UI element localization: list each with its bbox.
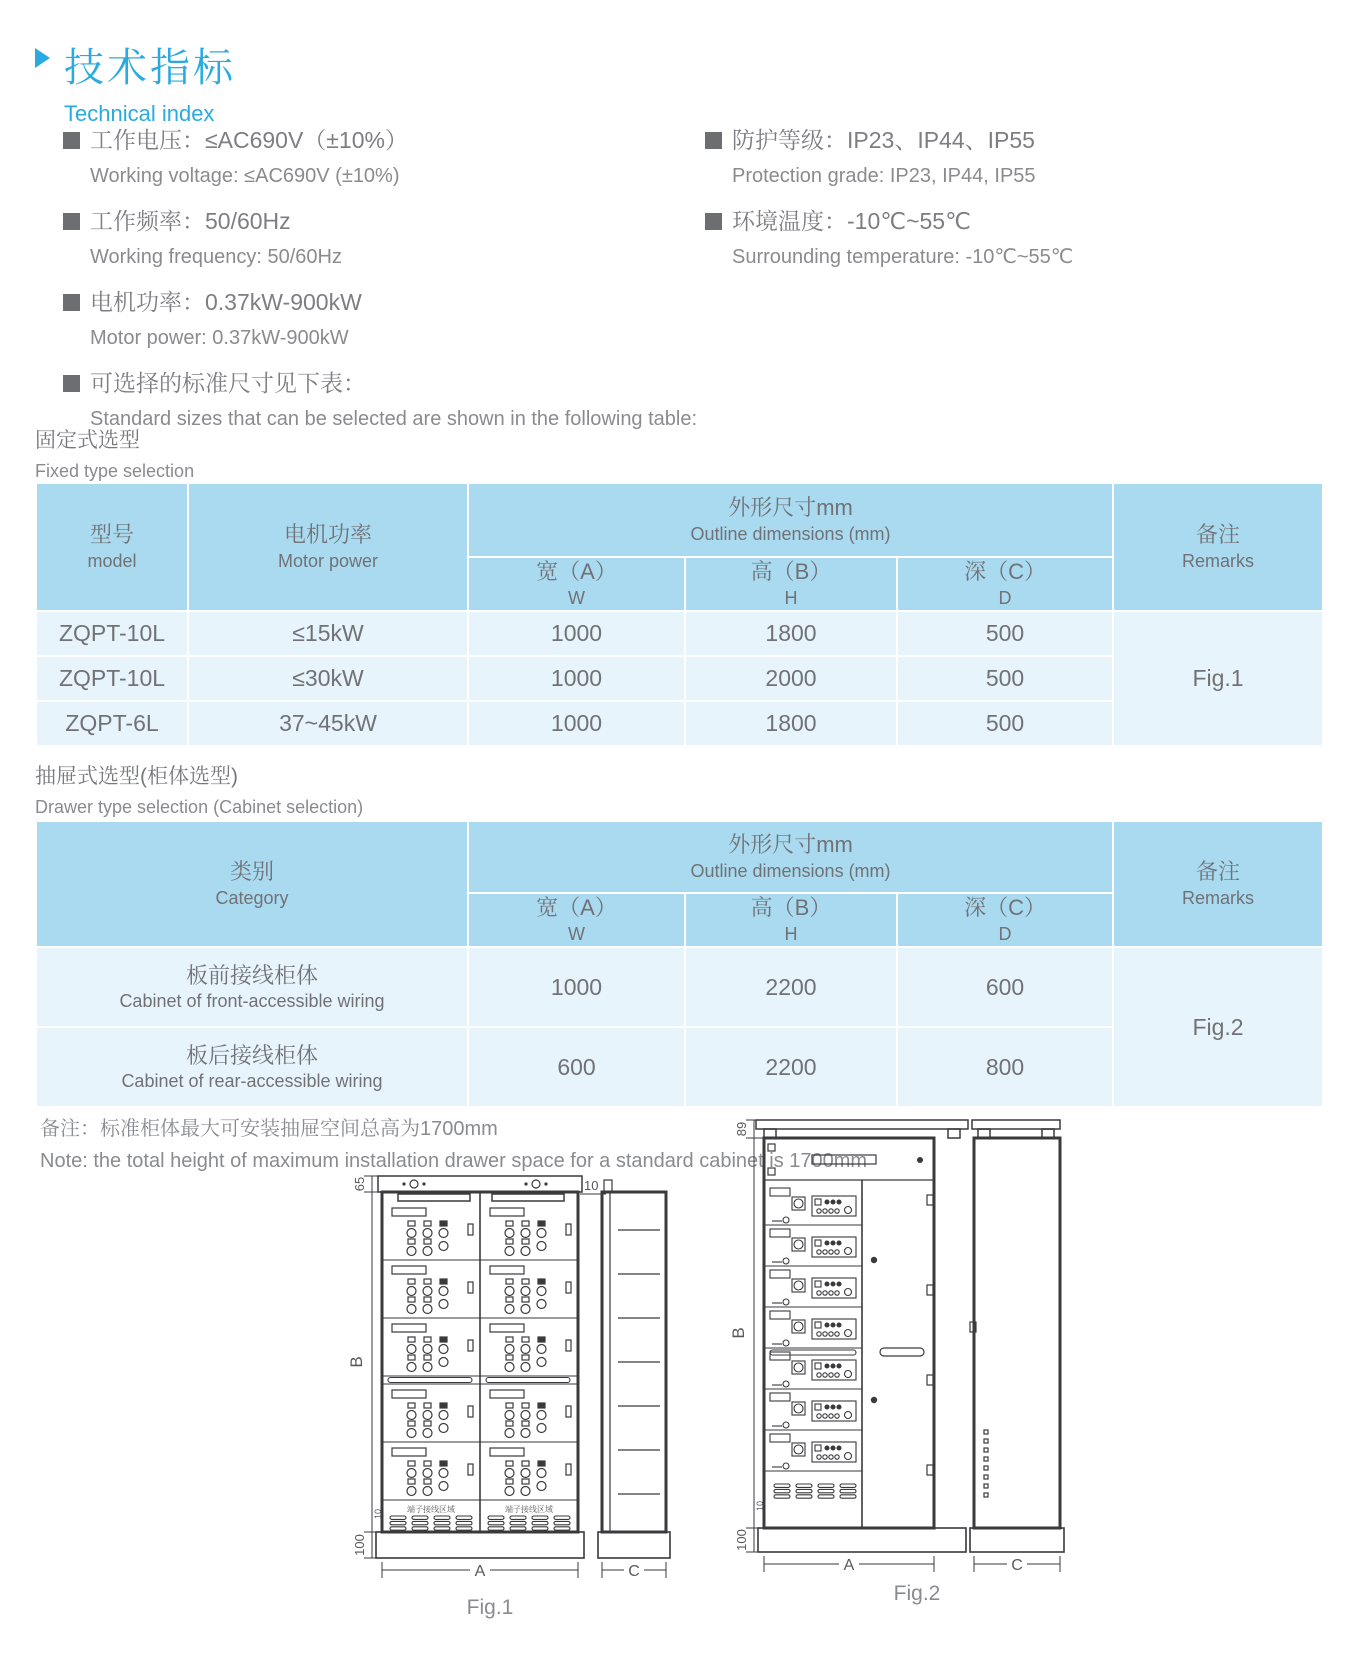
spec-text-en: Standard sizes that can be selected are shown in the following table:: [90, 408, 698, 430]
fig1-dim-offset: 10: [373, 1508, 383, 1520]
fig2-dim-gap: 10: [755, 1500, 765, 1512]
section-label-cn: 抽屉式选型(柜体选型): [35, 765, 238, 788]
fig2-dim-width: A: [843, 1557, 855, 1574]
bullet-square-icon: [63, 375, 80, 392]
cell-depth: 600: [897, 947, 1113, 1027]
cell-height: 1800: [685, 611, 897, 656]
cell-depth: 500: [897, 611, 1113, 656]
cell-width: 1000: [468, 611, 685, 656]
spec-item-working-voltage: [63, 124, 705, 189]
cell-category: 板前接线柜体 Cabinet of front-accessible wiring: [36, 947, 468, 1027]
fig1-caption: Fig.1: [466, 1596, 514, 1619]
col-header-outline-dimensions: 外形尺寸mm Outline dimensions (mm): [468, 483, 1113, 557]
cap-screws-icon: [402, 1180, 547, 1188]
bullet-square-icon: [705, 132, 722, 149]
spec-item-motor-power: [63, 286, 705, 351]
table-row: [36, 947, 1323, 1027]
spec-text-en: Working voltage: ≤AC690V (±10%): [90, 165, 400, 187]
col-header-depth: 深（C） D: [897, 557, 1113, 611]
cell-height: 2200: [685, 947, 897, 1027]
cell-remark: Fig.2: [1113, 947, 1323, 1107]
fig2-dim-height: B: [729, 1327, 748, 1339]
fig2-caption: Fig.2: [893, 1582, 941, 1605]
spec-list: [63, 124, 1343, 448]
spec-item-working-frequency: [63, 205, 705, 270]
cell-model: ZQPT-10L: [36, 656, 188, 701]
col-header-outline-dimensions: 外形尺寸mm Outline dimensions (mm): [468, 821, 1113, 893]
col-header-remarks: 备注 Remarks: [1113, 821, 1323, 947]
fig2-dim-base: 100: [734, 1529, 749, 1551]
drawer-type-table: [35, 820, 1324, 1108]
spec-text-en: Protection grade: IP23, IP44, IP55: [732, 165, 1036, 187]
cell-height: 2200: [685, 1027, 897, 1107]
section-arrow-icon: [35, 48, 50, 68]
cell-power: 37~45kW: [188, 701, 468, 746]
spec-text-cn: 防护等级：IP23、IP44、IP55: [732, 127, 1035, 153]
spec-text-cn: 环境温度：-10℃~55℃: [732, 208, 971, 234]
spec-text-en: Motor power: 0.37kW-900kW: [90, 327, 349, 349]
cell-depth: 800: [897, 1027, 1113, 1107]
page-subtitle: Technical index: [64, 101, 215, 126]
bullet-square-icon: [63, 213, 80, 230]
section-label-cn: 固定式选型: [35, 429, 140, 452]
spec-text-en: Surrounding temperature: -10℃~55℃: [732, 246, 1074, 268]
spec-item-protection-grade: [705, 124, 1343, 189]
cell-width: 1000: [468, 701, 685, 746]
col-header-width: 宽（A） W: [468, 893, 685, 947]
cell-model: ZQPT-6L: [36, 701, 188, 746]
fig1-terminal-label-right: 端子接线区域: [505, 1505, 553, 1514]
spec-item-surrounding-temperature: [705, 205, 1343, 270]
cell-depth: 500: [897, 701, 1113, 746]
fig1-terminal-label-left: 端子接线区域: [407, 1505, 455, 1514]
page-header: [35, 36, 236, 127]
section-label-en: Fixed type selection: [35, 461, 195, 481]
fig1-dim-gap: 10: [584, 1178, 599, 1193]
bullet-square-icon: [705, 213, 722, 230]
col-header-motor-power: 电机功率 Motor power: [188, 483, 468, 611]
col-header-width: 宽（A） W: [468, 557, 685, 611]
cell-width: 1000: [468, 947, 685, 1027]
cell-height: 2000: [685, 656, 897, 701]
note-en: Note: the total height of maximum installation drawer space for a standard cabinet is 1700mm: [40, 1150, 868, 1172]
fig2-dim-depth: C: [1011, 1557, 1023, 1574]
fig1-dim-width: A: [474, 1563, 486, 1580]
table-row: [36, 611, 1323, 656]
note-cn: 备注：标准柜体最大可安装抽屉空间总高为1700mm: [40, 1118, 498, 1140]
col-header-height: 高（B） H: [685, 893, 897, 947]
cell-model: ZQPT-10L: [36, 611, 188, 656]
fig2-drawing: [712, 1100, 1072, 1625]
fig1-dim-base: 100: [352, 1534, 367, 1556]
fig1-drawing: [330, 1152, 680, 1629]
page-title: 技术指标: [64, 46, 236, 90]
spec-text-cn: 工作电压：≤AC690V（±10%）: [90, 127, 408, 153]
col-header-height: 高（B） H: [685, 557, 897, 611]
fig1-dim-depth: C: [628, 1563, 640, 1580]
fig1-svg: [330, 1152, 680, 1624]
section-label-drawer-type: [35, 760, 363, 818]
fixed-type-table: [35, 482, 1324, 747]
col-header-remarks: 备注 Remarks: [1113, 483, 1323, 611]
col-header-depth: 深（C） D: [897, 893, 1113, 947]
bullet-square-icon: [63, 294, 80, 311]
fig1-dim-height: B: [347, 1356, 366, 1368]
cell-height: 1800: [685, 701, 897, 746]
cell-width: 1000: [468, 656, 685, 701]
spec-text-cn: 可选择的标准尺寸见下表：: [90, 370, 366, 396]
col-header-model: 型号 model: [36, 483, 188, 611]
cell-power: ≤15kW: [188, 611, 468, 656]
section-label-en: Drawer type selection (Cabinet selection): [35, 797, 364, 817]
spec-column-left: [63, 124, 705, 448]
cell-depth: 500: [897, 656, 1113, 701]
fig2-dim-cap: 89: [734, 1121, 749, 1137]
col-header-category: 类别 Category: [36, 821, 468, 947]
section-label-fixed-type: [35, 424, 194, 482]
spec-column-right: [705, 124, 1343, 448]
spec-item-standard-sizes: [63, 367, 705, 432]
spec-text-cn: 电机功率：0.37kW-900kW: [90, 289, 362, 315]
spec-text-cn: 工作频率：50/60Hz: [90, 208, 291, 234]
fig2-svg: [712, 1100, 1072, 1620]
cell-category: 板后接线柜体 Cabinet of rear-accessible wiring: [36, 1027, 468, 1107]
cell-width: 600: [468, 1027, 685, 1107]
bullet-square-icon: [63, 132, 80, 149]
fig1-dim-cap: 65: [352, 1176, 367, 1192]
cell-power: ≤30kW: [188, 656, 468, 701]
spec-text-en: Working frequency: 50/60Hz: [90, 246, 342, 268]
cell-remark: Fig.1: [1113, 611, 1323, 746]
